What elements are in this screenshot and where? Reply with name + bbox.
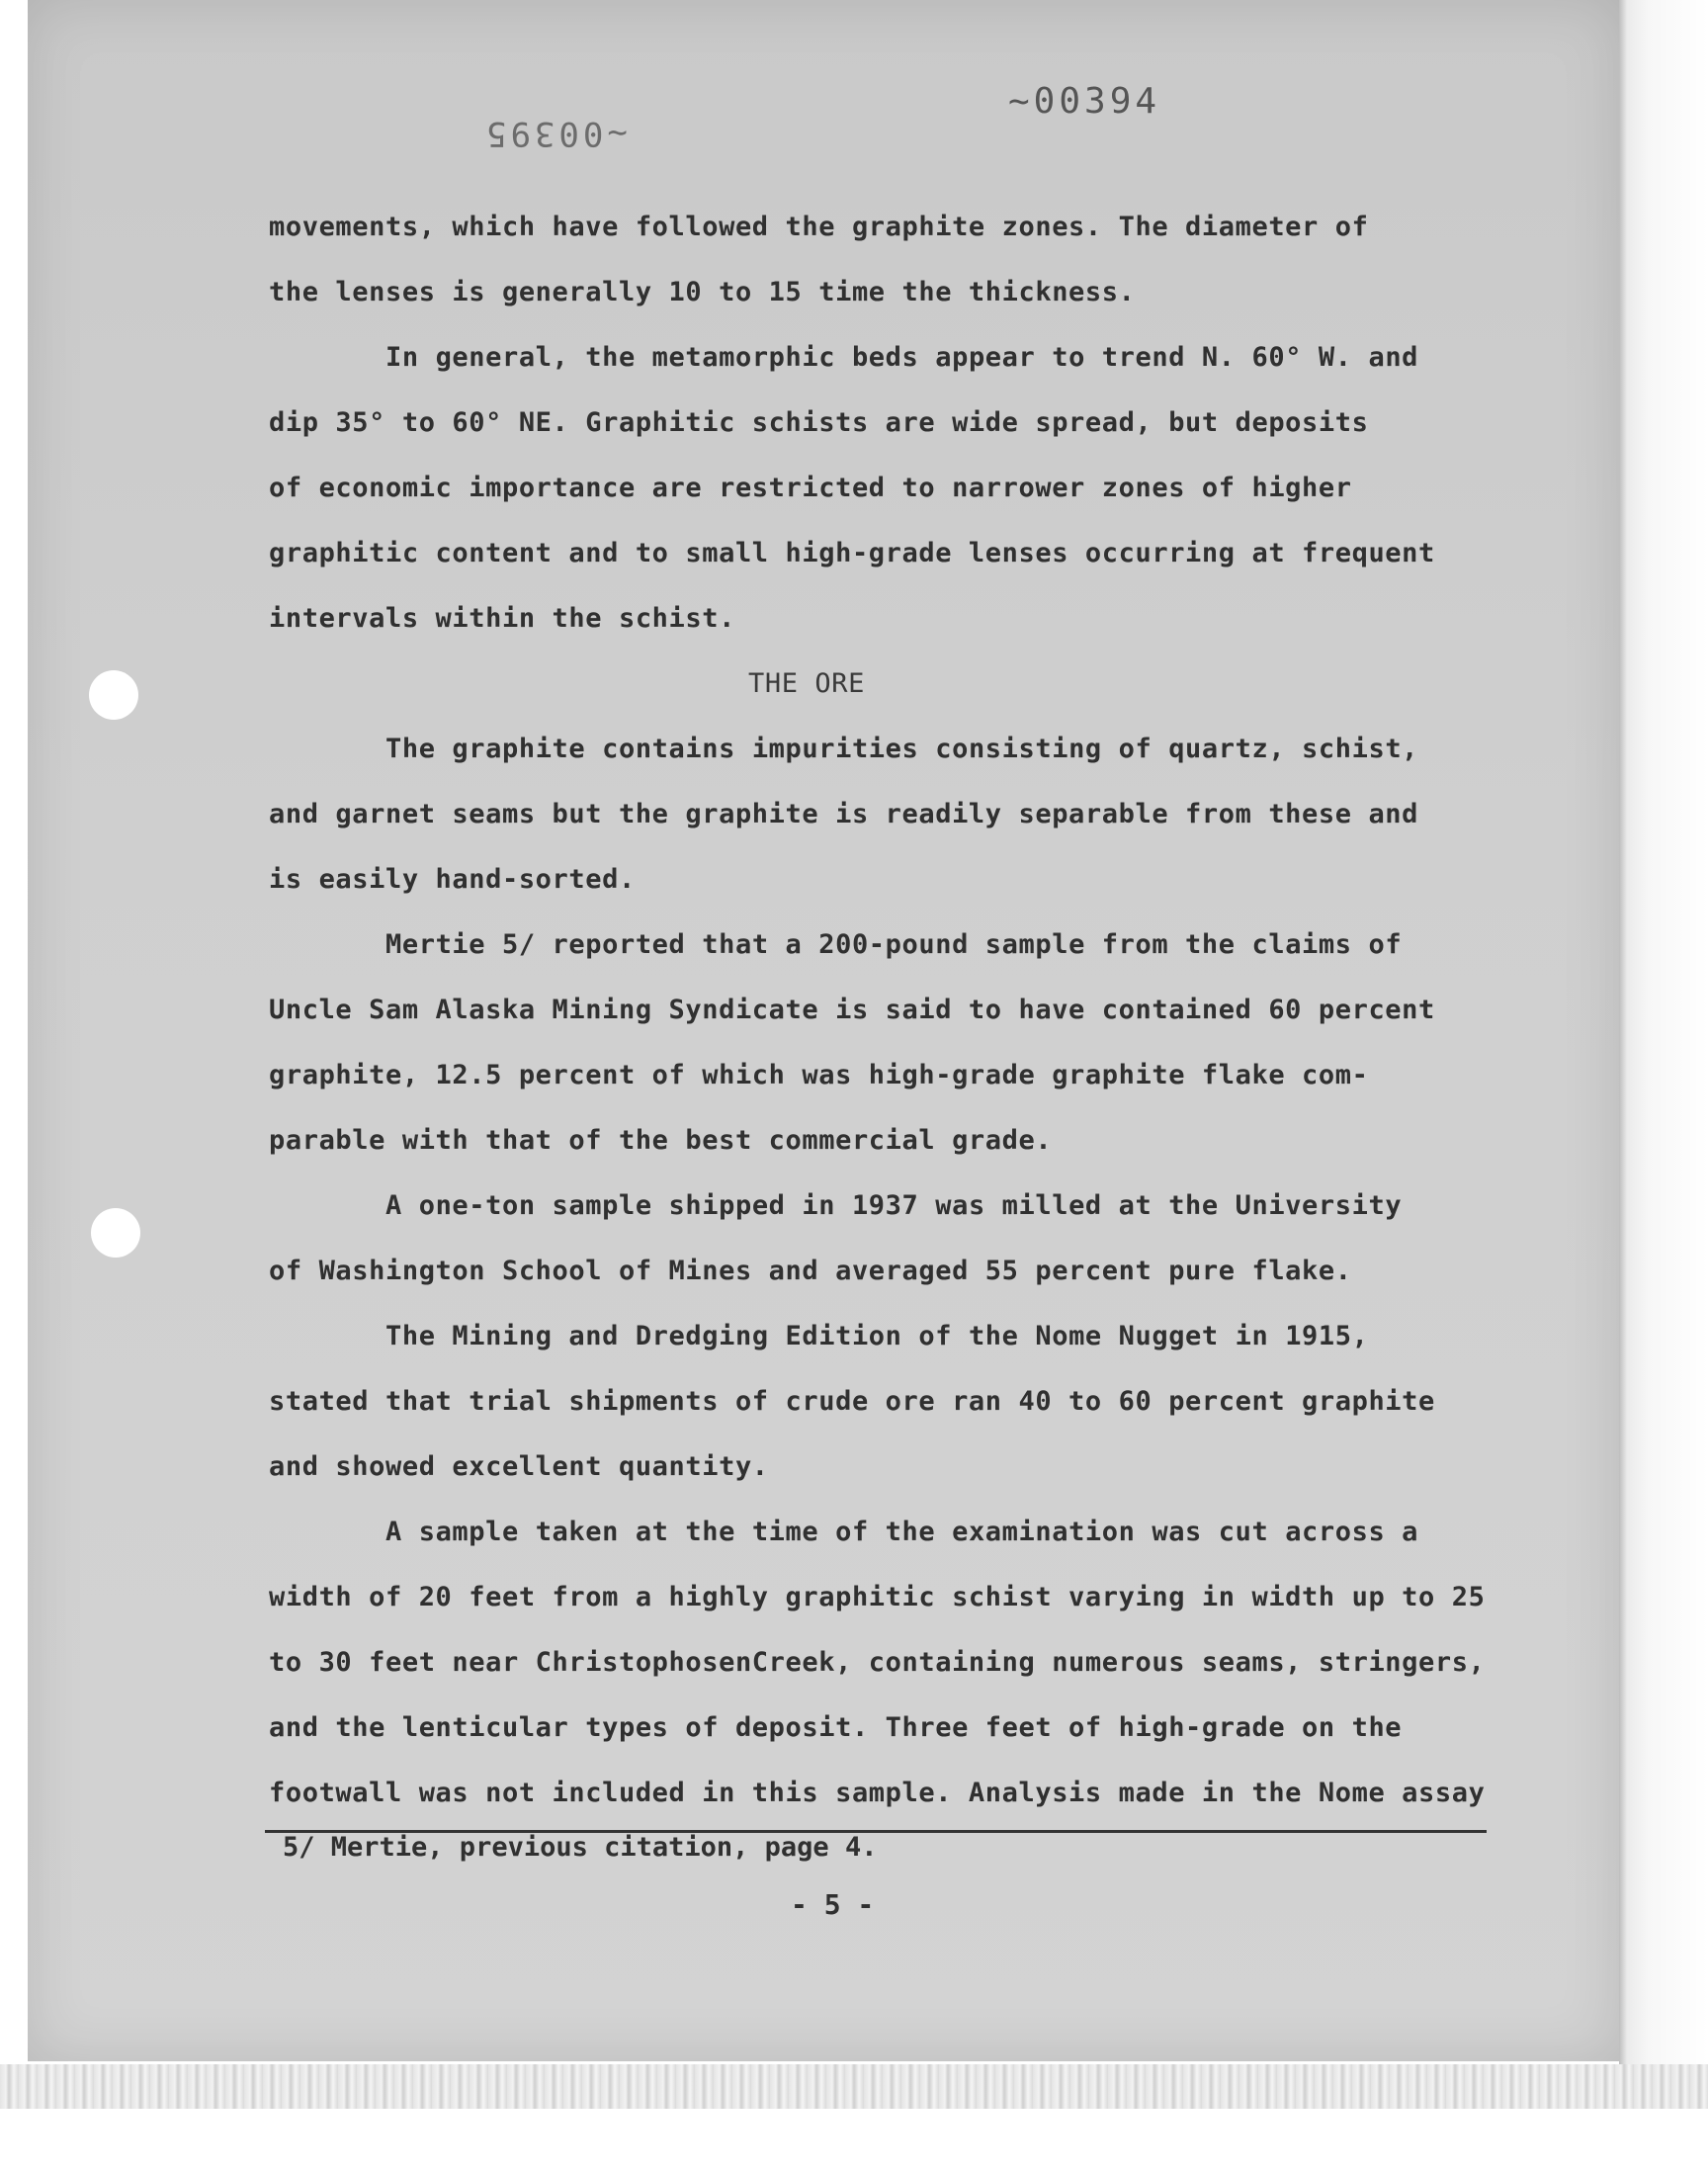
text-line: Uncle Sam Alaska Mining Syndicate is said to have contained 60 percent — [269, 995, 1435, 1025]
footnote: 5/ Mertie, previous citation, page 4. — [283, 1832, 878, 1863]
text-line: parable with that of the best commercial grade. — [269, 1125, 1053, 1156]
text-line: graphite, 12.5 percent of which was high-grade graphite flake com- — [269, 1060, 1369, 1090]
text-line: of Washington School of Mines and averaged 55 percent pure flake. — [269, 1256, 1352, 1286]
text-line: width of 20 feet from a highly graphitic schist varying in width up to 25 — [269, 1582, 1486, 1612]
text-line: The Mining and Dredging Edition of the Nome Nugget in 1915, — [385, 1321, 1369, 1351]
text-line: stated that trial shipments of crude ore ran 40 to 60 percent graphite — [269, 1386, 1435, 1417]
text-line: footwall was not included in this sample. Analysis made in the Nome assay — [269, 1778, 1486, 1808]
text-line: and showed excellent quantity. — [269, 1451, 769, 1482]
text-line: Mertie 5/ reported that a 200-pound sample from the claims of — [385, 929, 1403, 960]
text-line: In general, the metamorphic beds appear to trend N. 60° W. and — [385, 342, 1419, 373]
text-line: intervals within the schist. — [269, 603, 735, 634]
body-text — [269, 195, 1485, 1826]
page-edge-shadow — [1619, 0, 1708, 2066]
text-line: and the lenticular types of deposit. Three feet of high-grade on the — [269, 1712, 1403, 1743]
text-line: dip 35° to 60° NE. Graphitic schists are wide spread, but deposits — [269, 407, 1369, 438]
text-line: A sample taken at the time of the examination was cut across a — [385, 1517, 1419, 1547]
document-number-stamp: ~00394 — [1008, 81, 1161, 122]
text-line: graphitic content and to small high-grade lenses occurring at frequent — [269, 538, 1435, 568]
text-line: to 30 feet near ChristophosenCreek, containing numerous seams, stringers, — [269, 1647, 1486, 1678]
text-line: and garnet seams but the graphite is readily separable from these and — [269, 799, 1419, 829]
text-line: of economic importance are restricted to narrower zones of higher — [269, 473, 1352, 503]
text-line: movements, which have followed the graphite zones. The diameter of — [269, 212, 1369, 242]
text-line: the lenses is generally 10 to 15 time the thickness. — [269, 277, 1136, 307]
text-line: is easily hand-sorted. — [269, 864, 636, 895]
scanner-edge-strip — [0, 2064, 1708, 2109]
text-line: A one-ton sample shipped in 1937 was milled at the University — [385, 1190, 1403, 1221]
page-number: - 5 - — [791, 1888, 875, 1921]
mirrored-document-number-stamp: ~00395 — [482, 114, 628, 153]
section-heading: THE ORE — [748, 668, 865, 699]
text-line: The graphite contains impurities consisting of quartz, schist, — [385, 734, 1419, 764]
punch-hole-lower — [91, 1208, 140, 1258]
punch-hole-upper — [89, 670, 138, 720]
